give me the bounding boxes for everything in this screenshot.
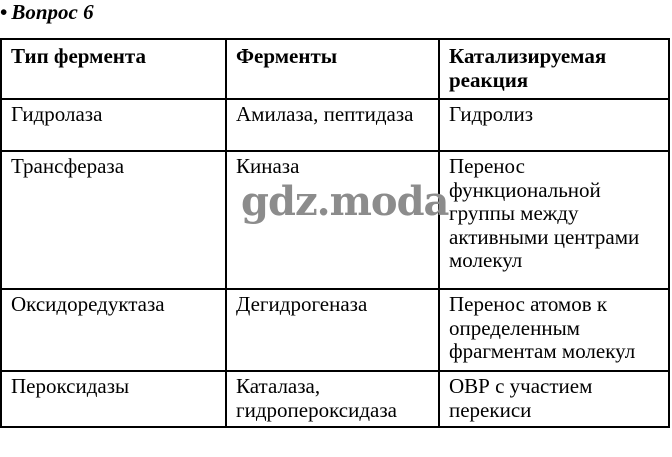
cell-enzyme-type: Оксидоредуктаза xyxy=(1,289,226,371)
header-enzyme-type: Тип фермента xyxy=(1,39,226,99)
cell-reaction: Перенос функциональной группы между активными центрами молекул xyxy=(439,151,669,289)
question-title: Вопрос 6 xyxy=(11,0,94,24)
cell-reaction: ОВР с участием перекиси xyxy=(439,371,669,427)
cell-enzymes: Киназа xyxy=(226,151,439,289)
watermark: gdz.moda xyxy=(241,178,449,225)
table-row xyxy=(1,99,669,151)
cell-enzymes: Амилаза, пептидаза xyxy=(226,99,439,151)
cell-reaction: Гидролиз xyxy=(439,99,669,151)
header-enzymes: Ферменты xyxy=(226,39,439,99)
cell-reaction: Перенос атомов к определенным фрагментам молекул xyxy=(439,289,669,371)
table-row xyxy=(1,151,669,289)
cell-enzyme-type: Трансфераза xyxy=(1,151,226,289)
table-row xyxy=(1,289,669,371)
cell-enzyme-type: Гидролаза xyxy=(1,99,226,151)
table-row xyxy=(1,371,669,427)
header-reaction: Катализируемая реакция xyxy=(439,39,669,99)
cell-enzyme-type: Пероксидазы xyxy=(1,371,226,427)
cell-enzymes: Каталаза, гидропероксидаза xyxy=(226,371,439,427)
question-heading xyxy=(0,0,94,24)
table-header-row xyxy=(1,39,669,99)
enzyme-table xyxy=(0,38,670,428)
cell-enzymes: Дегидрогеназа xyxy=(226,289,439,371)
bullet: • xyxy=(0,0,8,24)
